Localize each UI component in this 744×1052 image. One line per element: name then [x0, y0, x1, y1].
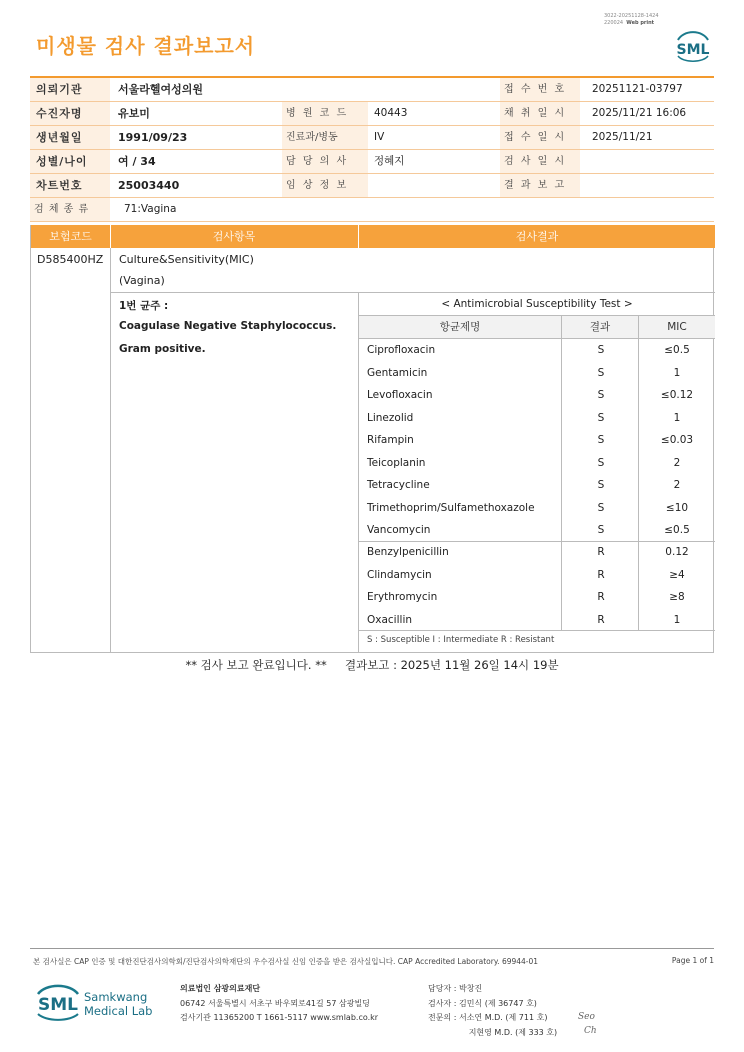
drug-mic: ≤0.12	[660, 389, 694, 401]
staff-tester: 검사자 : 김민식 (제 36747 호)	[428, 998, 537, 1008]
print-code: 3022-20251128-1424 220024 Web print	[604, 13, 659, 26]
ast-row	[359, 541, 715, 564]
doctor: 정혜지	[374, 155, 405, 167]
page-number: Page 1 of 1	[671, 956, 714, 965]
org-name: 의료법인 삼광의료재단	[180, 984, 261, 993]
ast-legend: S : Susceptible I : Intermediate R : Resistant	[367, 635, 555, 645]
name-label: 수진자명	[30, 102, 110, 125]
drug-name: Gentamicin	[367, 366, 428, 379]
drug-name: Tetracycline	[367, 479, 430, 491]
doctor-label: 담 당 의 사	[282, 150, 368, 173]
sex-age: 여 / 34	[118, 155, 156, 168]
drug-result: S	[597, 366, 605, 379]
ast-row	[359, 429, 715, 452]
col-result: 검사결과	[515, 230, 559, 243]
samkwang-logo-icon	[36, 980, 160, 1026]
drug-result: R	[597, 546, 605, 558]
receipt-no-label: 접 수 번 호	[500, 78, 580, 101]
divider	[110, 292, 715, 293]
ast-row	[359, 452, 715, 475]
drug-mic: ≤0.5	[664, 344, 690, 356]
svg-text:Medical Lab: Medical Lab	[84, 1004, 153, 1018]
info-row-2	[30, 102, 714, 126]
drug-mic: ≤0.5	[664, 524, 690, 536]
drug-result: S	[597, 456, 605, 469]
info-row-6	[30, 198, 714, 222]
ast-col-drug: 항균제명	[359, 316, 561, 338]
report-label: 결 과 보 고	[500, 174, 580, 197]
chart-no: 25003440	[118, 179, 180, 192]
hospital-code-label: 병 원 코 드	[282, 102, 368, 125]
hospital-code: 40443	[374, 107, 408, 119]
drug-result: S	[597, 344, 605, 356]
report-title: 미생물 검사 결과보고서	[36, 34, 256, 58]
drug-mic: ≤0.03	[660, 434, 694, 446]
sex-age-label: 성별/나이	[30, 150, 110, 173]
patient-info-table	[30, 76, 714, 222]
drug-mic: 1	[673, 613, 681, 626]
drug-result: S	[597, 434, 605, 446]
drug-mic: 1	[673, 366, 681, 379]
info-row-1	[30, 76, 714, 102]
info-row-3	[30, 126, 714, 150]
ast-title: < Antimicrobial Susceptibility Test >	[441, 298, 633, 310]
birth-date: 1991/09/23	[118, 131, 188, 144]
drug-result: R	[597, 613, 605, 626]
col-item: 검사항목	[212, 230, 256, 243]
organism-name: Coagulase Negative Staphylococcus.	[119, 320, 337, 332]
org-address: 06742 서울특별시 서초구 바우뫼로41길 57 삼광빌딩	[180, 998, 370, 1008]
drug-result: S	[597, 479, 605, 491]
staff-specialist-1: 전문의 : 서소연 M.D. (제 711 호)	[428, 1013, 548, 1022]
drug-name: Clindamycin	[367, 568, 432, 581]
drug-result: R	[597, 568, 605, 581]
drug-result: S	[597, 389, 605, 401]
test-item-name: Culture&Sensitivity(MIC)	[119, 253, 254, 266]
insurance-code: D585400HZ	[37, 253, 104, 266]
drug-mic: ≤10	[665, 501, 689, 514]
receipt-no: 20251121-03797	[592, 83, 683, 95]
svg-text:SML: SML	[38, 995, 78, 1015]
receipt-date-label: 접 수 일 시	[500, 126, 580, 149]
col-code: 보험코드	[49, 230, 92, 243]
samkwang-logo	[36, 980, 160, 1026]
patient-name: 유보미	[118, 107, 150, 120]
ast-row	[359, 407, 715, 430]
drug-name: Rifampin	[367, 434, 414, 446]
report-date	[586, 174, 714, 197]
drug-mic: 2	[673, 456, 681, 469]
clinical-info	[368, 174, 500, 197]
dept: IV	[374, 131, 385, 143]
dept-label: 진료과/병동	[282, 126, 368, 149]
test-item-specimen: (Vagina)	[119, 274, 165, 287]
svg-text:SML: SML	[676, 42, 710, 58]
ast-row	[359, 564, 715, 587]
organism-gram: Gram positive.	[119, 343, 206, 355]
ast-row	[359, 339, 715, 362]
ast-row	[359, 497, 715, 520]
staff-specialist-2: 지현영 M.D. (제 333 호)	[428, 1027, 558, 1037]
accreditation-note: 본 검사실은 CAP 인증 및 대한진단검사의학회/진단검사의학재단의 우수검사실 신임 인증을 받은 검사실입니다. CAP Accredited Laboratory. 69944-01	[33, 957, 539, 966]
specimen: 71:Vagina	[124, 203, 177, 215]
collect-date-label: 채 취 일 시	[500, 102, 580, 125]
chart-no-label: 차트번호	[30, 174, 110, 197]
signature-2: Ch	[584, 1026, 597, 1036]
info-row-4	[30, 150, 714, 174]
drug-result: R	[597, 591, 605, 603]
drug-name: Vancomycin	[367, 524, 431, 536]
test-date-label: 검 사 일 시	[500, 150, 580, 173]
test-date	[586, 150, 714, 173]
divider	[358, 225, 359, 248]
divider	[110, 225, 111, 248]
drug-name: Linezolid	[367, 411, 414, 424]
results-header	[31, 225, 715, 248]
collect-date: 2025/11/21 16:06	[592, 107, 687, 119]
staff-manager: 담당자 : 박창진	[428, 984, 483, 993]
sml-logo-icon	[672, 26, 714, 62]
results-table	[30, 225, 714, 653]
signature-1: Seo	[578, 1012, 595, 1022]
drug-name: Teicoplanin	[367, 456, 426, 469]
organism-label: 1번 균주 :	[119, 300, 169, 312]
drug-mic: 2	[673, 479, 681, 491]
drug-name: Oxacillin	[367, 613, 413, 626]
specimen-label: 검 체 종 류	[30, 198, 110, 221]
drug-name: Ciprofloxacin	[367, 344, 436, 356]
ast-row	[359, 609, 715, 632]
drug-name: Trimethoprim/Sulfamethoxazole	[367, 501, 535, 514]
footer-divider	[30, 948, 714, 949]
receipt-date: 2025/11/21	[592, 131, 653, 143]
drug-result: S	[597, 524, 605, 536]
drug-name: Benzylpenicillin	[367, 546, 449, 558]
ast-row	[359, 384, 715, 407]
divider	[359, 630, 715, 631]
ast-row	[359, 586, 715, 609]
ast-col-mic: MIC	[639, 316, 715, 338]
divider	[110, 248, 111, 652]
org-contact: 검사기관 11365200 T 1661-5117 www.smlab.co.kr	[180, 1013, 379, 1022]
ast-row	[359, 519, 715, 542]
ast-row	[359, 362, 715, 385]
completion-message: ** 검사 보고 완료입니다. ** 결과보고 : 2025년 11월 26일 14시 19분	[185, 658, 559, 672]
drug-mic: 1	[673, 411, 681, 424]
drug-result: S	[597, 411, 605, 424]
ast-row	[359, 474, 715, 497]
info-row-5	[30, 174, 714, 198]
drug-mic: ≥4	[669, 568, 685, 581]
request-org-label: 의뢰기관	[30, 78, 110, 101]
request-org: 서울라헬여성의원	[118, 83, 204, 96]
drug-name: Erythromycin	[367, 591, 438, 603]
drug-mic: ≥8	[669, 591, 685, 603]
drug-name: Levofloxacin	[367, 389, 433, 401]
org-info	[180, 982, 378, 1026]
ast-col-result: 결과	[562, 316, 638, 338]
clinical-label: 임 상 정 보	[282, 174, 368, 197]
drug-result: S	[597, 501, 605, 514]
drug-mic: 0.12	[665, 546, 689, 558]
staff-info	[428, 982, 557, 1040]
svg-text:Samkwang: Samkwang	[84, 990, 148, 1004]
birth-label: 생년월일	[30, 126, 110, 149]
